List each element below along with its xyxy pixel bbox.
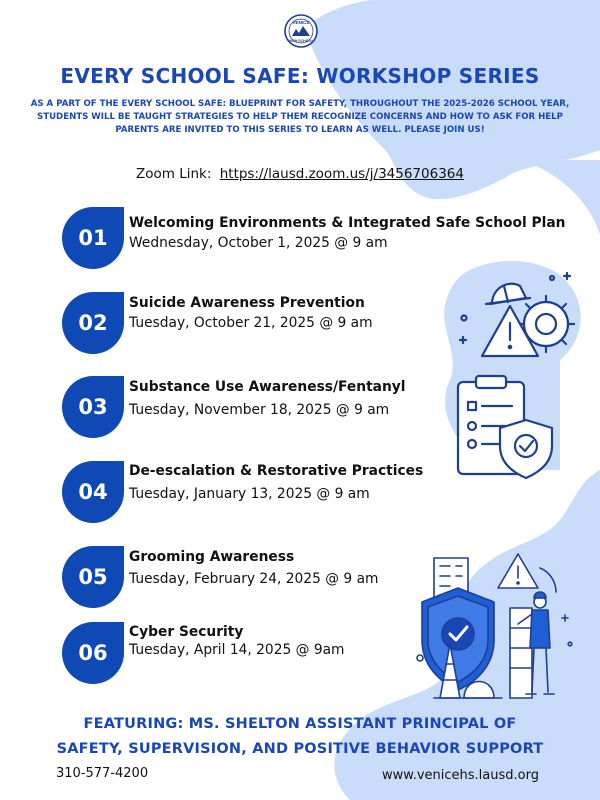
session-number-badge: 05	[62, 546, 124, 608]
featuring-line: FEATURING: MS. SHELTON ASSISTANT PRINCIPAL OF	[83, 716, 517, 732]
session-title: Suicide Awareness Prevention	[129, 295, 365, 311]
session-title: De-escalation & Restorative Practices	[129, 463, 424, 479]
warning-gear-icon	[452, 268, 582, 368]
session-date: Tuesday, April 14, 2025 @ 9am	[129, 642, 345, 658]
school-logo	[284, 14, 318, 48]
zoom-label: Zoom Link:	[136, 166, 212, 182]
intro-text	[18, 98, 582, 137]
session-number-badge: 02	[62, 292, 124, 354]
session-title: Substance Use Awareness/Fentanyl	[129, 379, 406, 395]
intro-line: PARENTS ARE INVITED TO THIS SERIES TO LEARN AS WELL. PLEASE JOIN US!	[115, 125, 485, 135]
clipboard-shield-icon	[450, 374, 560, 484]
session-date: Tuesday, January 13, 2025 @ 9 am	[129, 486, 370, 502]
logo-top-text: VENICE	[292, 20, 310, 25]
phone-number: 310-577-4200	[56, 766, 149, 781]
session-number-badge: 04	[62, 461, 124, 523]
page-title: EVERY SCHOOL SAFE: WORKSHOP SERIES	[60, 64, 540, 88]
intro-line: AS A PART OF THE EVERY SCHOOL SAFE: BLUEPRINT FOR SAFETY, THROUGHOUT THE 2025-2026 SCHOOL YEAR,	[30, 99, 570, 109]
session-number-badge: 03	[62, 376, 124, 438]
session-number-badge: 01	[62, 207, 124, 269]
security-shield-worker-icon	[410, 548, 580, 708]
session-date: Tuesday, October 21, 2025 @ 9 am	[129, 315, 373, 331]
session-date: Wednesday, October 1, 2025 @ 9 am	[129, 235, 388, 251]
session-number-badge: 06	[62, 622, 124, 684]
zoom-link-row	[0, 166, 600, 182]
session-date: Tuesday, February 24, 2025 @ 9 am	[129, 571, 379, 587]
featuring-line: SAFETY, SUPERVISION, AND POSITIVE BEHAVIOR SUPPORT	[56, 741, 544, 757]
session-title: Grooming Awareness	[129, 549, 295, 565]
zoom-url-link[interactable]: https://lausd.zoom.us/j/3456706364	[219, 166, 464, 182]
logo-bottom-text: HIGH SCHOOL	[288, 39, 314, 43]
session-date: Tuesday, November 18, 2025 @ 9 am	[129, 402, 390, 418]
featuring-text	[0, 712, 600, 762]
session-title: Cyber Security	[129, 624, 244, 640]
intro-line: STUDENTS WILL BE TAUGHT STRATEGIES TO HELP THEM RECOGNIZE CONCERNS AND HOW TO ASK FOR HELP	[37, 112, 563, 122]
website-link[interactable]: www.venicehs.lausd.org	[382, 768, 539, 783]
session-title: Welcoming Environments & Integrated Safe School Plan	[129, 215, 566, 231]
